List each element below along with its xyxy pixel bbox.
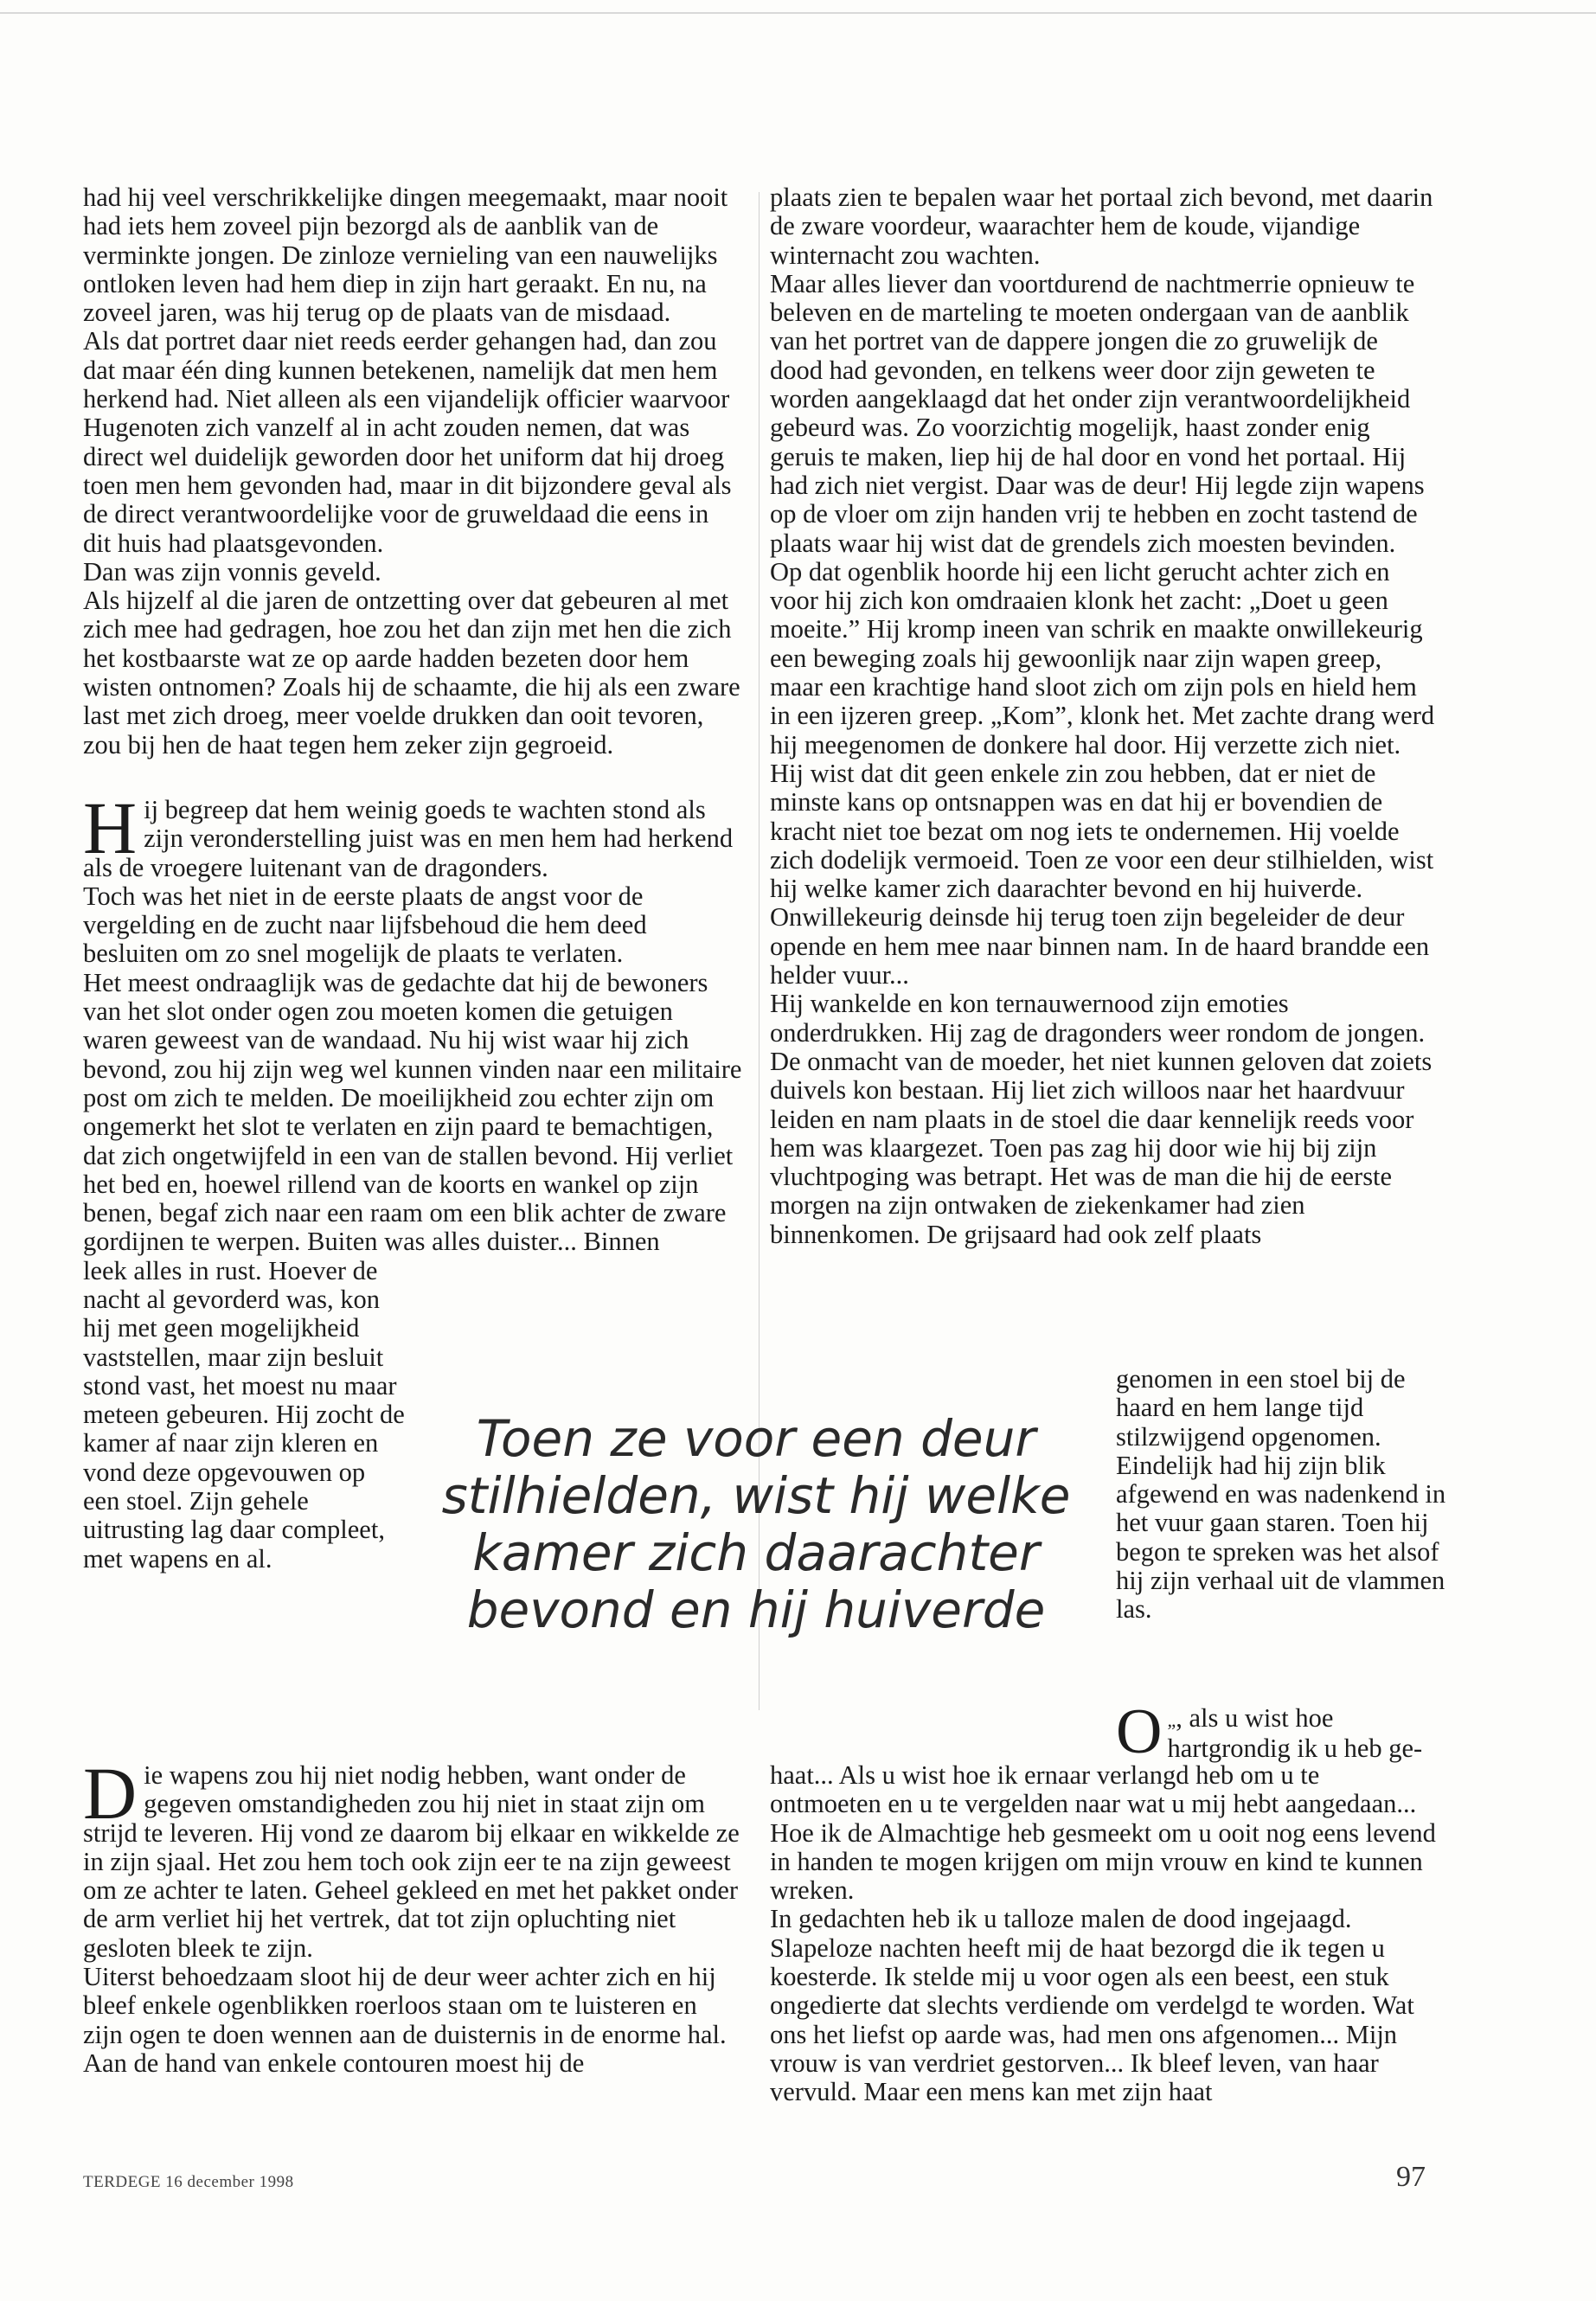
right-column	[770, 183, 1436, 1249]
paragraph: Uiterst behoedzaam sloot hij de deur weer achter zich en hij bleef enkele ogenblikken roerloos staan om te luisteren en zijn ogen te doen wennen aan de duisternis in de enorme hal. Aan de hand van enkele contouren moest hij de	[83, 1962, 727, 2078]
paragraph: Als hijzelf al die jaren de ontzetting over dat gebeuren al met zich mee had gedragen, hoe zou het dan zijn met hen die zich het kostbaarste wat ze op aarde hadden bezeten door hem wisten ontnomen? Zoals hij de schaamte, die hij als een zware last met zich droeg, meer voelde drukken dan ooit tevoren, zou bij hen de haat tegen hem zeker zijn gegroeid.	[83, 586, 740, 760]
right-column-narrow	[1116, 1365, 1453, 1625]
drop-cap: D	[83, 1752, 138, 1835]
page-number: 97	[1396, 2161, 1426, 2193]
opening-quote-mark: „	[1167, 1709, 1176, 1731]
paragraph: Op dat ogenblik hoorde hij een licht gerucht achter zich en voor hij zich kon omdraaien klonk het zacht: „Doet u geen moeite.” Hij kromp ineen van schrik en maakte onwillekeurig een beweging zoals hij gewoonlijk naar zijn wapen greep, maar een krachtige hand sloot zich om zijn pols en hield hem in een ijzeren greep. „Kom”, klonk het. Met zachte drang werd hij meegenomen de donkere hal door. Hij verzette zich niet. Hij wist dat dit geen enkele zin zou hebben, dat er niet de minste kans op ontsnappen was en dat hij er bovendien de kracht niet toe bezat om nog iets te ondernemen. Hij voelde zich dodelijk vermoeid. Toen ze voor een deur stilhielden, wist hij welke kamer zich daarachter bevond en hij huiverde. Onwillekeurig deinsde hij terug toen zijn begeleider de deur opende en hem mee naar binnen nam. In de haard brandde een helder vuur...	[770, 556, 1435, 990]
pull-quote: Toen ze voor een deur stilhielden, wist hij welke kamer zich daarachter bevond en hij huiverde	[441, 1409, 1071, 1639]
left-column	[83, 183, 742, 1574]
paragraph-text: ie wapens zou hij niet nodig hebben, want onder de gegeven omstandigheden zou hij niet in staat zijn om strijd te leveren. Hij vond ze daarom bij elkaar en wikkelde ze in zijn sjaal. Het zou hem toch ook zijn eer te na zijn geweest om ze achter te laten. Geheel gekleed en met het pakket onder de arm verliet hij het vertrek, dat tot zijn opluchting niet gesloten bleek te zijn.	[83, 1760, 740, 1963]
paragraph-text: , als u wist hoe hartgrondig ik u heb ge-	[1167, 1703, 1423, 1764]
top-rule	[0, 12, 1596, 14]
paragraph: plaats zien te bepalen waar het portaal zich bevond, met daarin de zware voordeur, waarachter hem de koude, vijandige winternacht zou wachten.	[770, 183, 1433, 270]
section-3-opening	[83, 1752, 742, 1963]
paragraph: Toch was het niet in de eerste plaats de angst voor de vergelding en de zucht naar lijfsbehoud die hem deed besluiten om zo snel mogelijk de plaats te verlaten.	[83, 881, 647, 969]
paragraph: Als dat portret daar niet reeds eerder gehangen had, dan zou dat maar één ding kunnen betekenen, namelijk dat men hem herkend had. Niet alleen als een vijandelijk officier waarvoor Hugenoten zich vanzelf al in acht zouden nemen, dat was direct wel duidelijk geworden door het uniform dat hij droeg toen men hem gevonden had, maar in dit bijzondere geval als de direct verantwoordelijke voor de gruweldaad die eens in dit huis had plaatsgevonden.	[83, 326, 732, 558]
publication-footer: TERDEGE 16 december 1998	[83, 2173, 294, 2191]
left-column-bottom	[83, 1752, 742, 2078]
quote-opening	[1116, 1696, 1453, 1767]
right-column-bottom	[770, 1761, 1436, 2107]
paragraph-text: ij begreep dat hem weinig goeds te wachten stond als zijn veronderstelling juist was en men hem had herkend als de vroegere luitenant van de dragonders.	[83, 794, 734, 882]
paragraph: Het meest ondraaglijk was de gedachte dat hij de bewoners van het slot onder ogen zou moeten komen die getuigen waren geweest van de wandaad. Nu hij wist waar hij zich bevond, zou hij zijn weg wel kunnen vinden naar een militaire post om zich te melden. De moeilijkheid zou echter zijn om ongemerkt het slot te verlaten en zijn paard te bemachtigen, dat zich ongetwijfeld in een van de stallen bevond. Hij verliet het bed en, hoewel rillend van de koorts en wankel op zijn benen, begaf zich naar een raam om een blik achter de zware gordijnen te werpen. Buiten was alles duister... Binnen	[83, 967, 742, 1257]
paragraph: Dan was zijn vonnis geveld.	[83, 556, 381, 586]
drop-cap: H	[83, 785, 138, 869]
paragraph-narrow: genomen in een stoel bij de haard en hem lange tijd stilzwijgend opgenomen. Eindelijk had hij zijn blik afgewend en was nadenkend in het vuur gaan staren. Toen hij begon te spreken was het alsof hij zijn verhaal uit de vlammen las.	[1116, 1364, 1446, 1625]
section-2-opening	[83, 785, 742, 882]
paragraph: Hij wankelde en kon ternauwernood zijn emoties onderdrukken. Hij zag de dragonders weer rondom de jongen. De onmacht van de moeder, het niet kunnen geloven dat zoiets duivels kon bestaan. Hij liet zich willoos naar het haardvuur leiden en nam plaats in de stoel die daar kennelijk reeds voor hem was klaargezet. Toen pas zag hij door wie hij bij zijn vluchtpoging was betrapt. Het was de man die hij de eerste morgen na zijn ontwaken de ziekenkamer had zien binnenkomen. De grijsaard had ook zelf plaats	[770, 989, 1433, 1249]
paragraph: had hij veel verschrikkelijke dingen meegemaakt, maar nooit had iets hem zoveel pijn bezorgd als de aanblik van de verminkte jongen. De zinloze vernieling van een nauwelijks ontloken leven had hem diep in zijn hart geraakt. En nu, na zoveel jaren, was hij terug op de plaats van de misdaad.	[83, 183, 728, 328]
drop-cap: O	[1116, 1696, 1163, 1767]
paragraph: Maar alles liever dan voortdurend de nachtmerrie opnieuw te beleven en de marteling te moeten ondergaan van de aanblik van het portret van de dappere jongen die zo gruwelijk de dood had gevonden, en telkens weer door zijn geweten te worden aangeklaagd dat het onder zijn verantwoordelijkheid gebeurd was. Zo voorzichtig mogelijk, haast zonder enig geruis te maken, liep hij de hal door en vond het portaal. Hij had zich niet vergist. Daar was de deur! Hij legde zijn wapens op de vloer om zijn handen vrij te hebben en zocht tastend de plaats waar hij wist dat de grendels zich moesten bevinden.	[770, 268, 1425, 558]
paragraph: haat... Als u wist hoe ik ernaar verlangd heb om u te ontmoeten en u te vergelden naar wat u mij hebt aangedaan... Hoe ik de Almachtige heb gesmeekt om u ooit nog eens levend in handen te mogen krijgen om mijn vrouw en kind te kunnen wreken.	[770, 1760, 1436, 1906]
paragraph: In gedachten heb ik u talloze malen de dood ingejaagd. Slapeloze nachten heeft mij de haat bezorgd die ik tegen u koesterde. Ik stelde mij u voor ogen als een beest, een stuk ongedierte dat slechts verdiende om verdelgd te worden. Wat ons het liefst op aarde was, had men ons afgenomen... Mijn vrouw is van verdriet gestorven... Ik bleef leven, van haar vervuld. Maar een mens kan met zijn haat	[770, 1904, 1414, 2107]
paragraph-narrow: leek alles in rust. Hoever de nacht al gevorderd was, kon hij met geen mogelijkheid vaststellen, maar zijn besluit stond vast, het moest nu maar meteen gebeuren. Hij zocht de kamer af naar zijn kleren en vond deze opgevouwen op een stoel. Zijn gehele uitrusting lag daar compleet, met wapens en al.	[83, 1255, 405, 1574]
